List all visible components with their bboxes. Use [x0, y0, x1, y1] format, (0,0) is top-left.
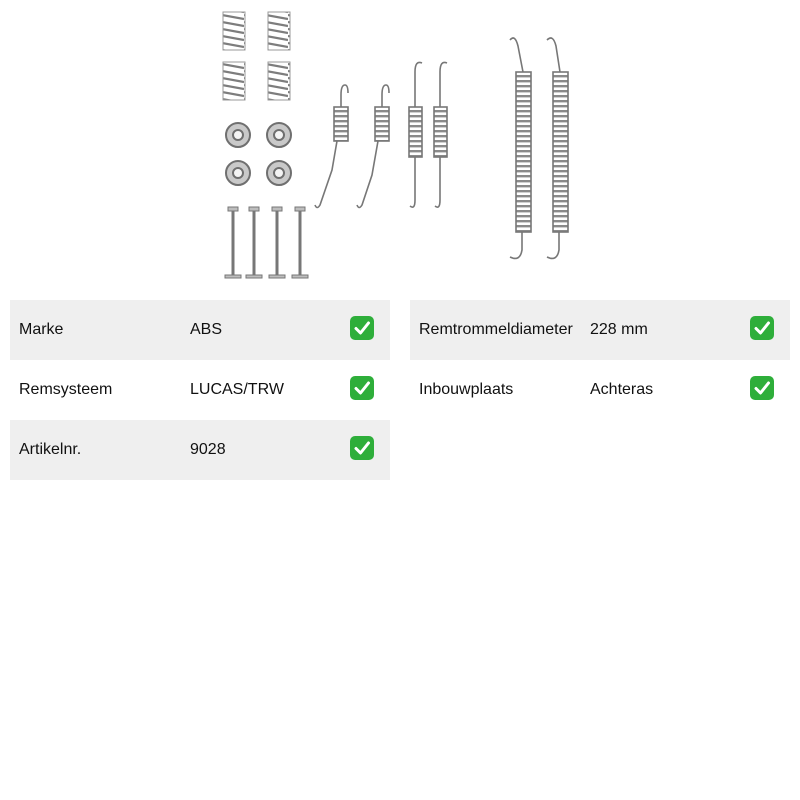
- check-mark-icon: [750, 376, 774, 400]
- spring-cups: [226, 123, 291, 185]
- check-mark-icon: [350, 376, 374, 400]
- check-mark-icon: [350, 316, 374, 340]
- spec-row-brake-system: [10, 360, 390, 420]
- retaining-pins: [225, 207, 308, 278]
- hold-down-springs: [223, 12, 290, 100]
- spec-label: Marke: [19, 321, 64, 338]
- spec-value: ABS: [190, 321, 223, 338]
- spec-value: LUCAS/TRW: [190, 381, 284, 398]
- check-mark-icon: [350, 436, 374, 460]
- spec-label: Inbouwplaats: [419, 381, 514, 398]
- spec-table-left: [10, 300, 390, 480]
- short-return-springs: [315, 62, 447, 207]
- spec-row-drum-diameter: [410, 300, 790, 360]
- spec-value: 9028: [190, 441, 226, 458]
- long-return-springs: [510, 38, 568, 258]
- spec-value: 228 mm: [590, 321, 648, 338]
- check-mark-icon: [750, 316, 774, 340]
- spec-table-right: [410, 300, 790, 420]
- spec-label: Remtrommeldiameter: [419, 321, 573, 338]
- spec-label: Artikelnr.: [19, 441, 82, 458]
- product-image: [200, 0, 600, 290]
- spec-row-brand: [10, 300, 390, 360]
- spec-row-article-number: [10, 420, 390, 480]
- spec-label: Remsysteem: [19, 381, 113, 398]
- spec-value: Achteras: [590, 381, 654, 398]
- spec-row-installation-position: [410, 360, 790, 420]
